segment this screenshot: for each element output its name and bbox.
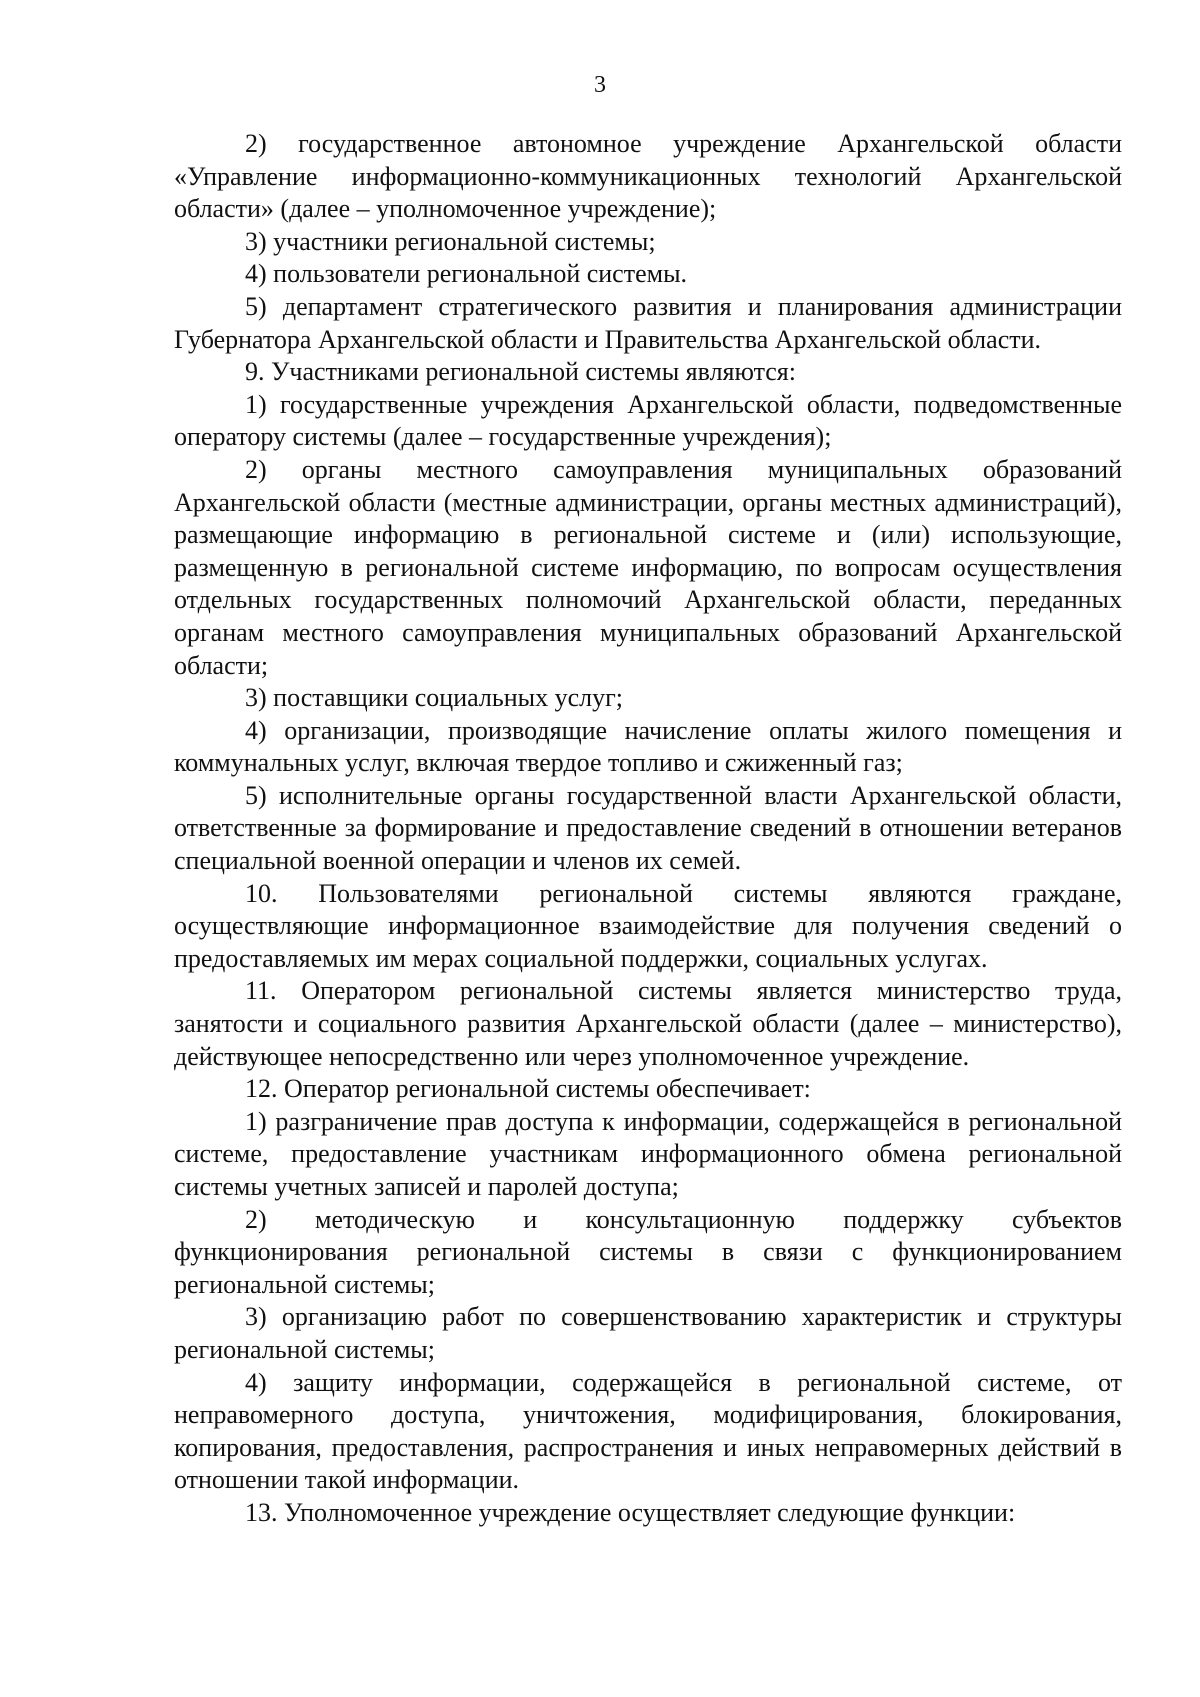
page-number: 3 (594, 72, 606, 98)
paragraph-9-item-5: 5) исполнительные органы государственной власти Архангельской области, ответственные за формирование и предоставление сведений в отношении ветеранов специальной военной операции и членов их семей. (174, 780, 1122, 876)
paragraph-item-2-autonomous-institution: 2) государственное автономное учреждение Архангельской области «Управление информационно-коммуникационных технологий Архангельской области» (далее – уполномоченное учреждение); (174, 129, 1122, 224)
paragraph-9-item-4: 4) организации, производящие начисление оплаты жилого помещения и коммунальных услуг, включая твердое топливо и сжиженный газ; (174, 715, 1122, 778)
paragraph-section-13: 13. Уполномоченное учреждение осуществляет следующие функции: (245, 1497, 1016, 1527)
paragraph-section-11: 11. Оператором региональной системы является министерство труда, занятости и социального развития Архангельской области (далее – министерство), действующее непосредственно или через уполномоченное учреждение. (174, 976, 1122, 1071)
paragraph-9-item-3: 3) поставщики социальных услуг; (245, 683, 623, 713)
paragraph-12-item-1: 1) разграничение прав доступа к информации, содержащейся в региональной системе, предоставление участникам информационного обмена региональной системы учетных записей и паролей доступа; (174, 1106, 1122, 1201)
paragraph-section-9: 9. Участниками региональной системы являются: (245, 357, 796, 387)
paragraph-item-3-participants: 3) участники региональной системы; (245, 226, 656, 256)
paragraph-item-4-users: 4) пользователи региональной системы. (245, 259, 688, 289)
paragraph-section-12: 12. Оператор региональной системы обеспечивает: (245, 1074, 811, 1104)
paragraph-9-item-1: 1) государственные учреждения Архангельской области, подведомственные оператору системы (далее – государственные учреждения); (174, 389, 1122, 452)
paragraph-12-item-2: 2) методическую и консультационную поддержку субъектов функционирования региональной системы в связи с функционированием региональной системы; (174, 1204, 1122, 1299)
paragraph-12-item-4: 4) защиту информации, содержащейся в региональной системе, от неправомерного доступа, уничтожения, модифицирования, блокирования, копирования, предоставления, распространения и иных неправомерных действий в отношении такой информации. (174, 1367, 1122, 1495)
paragraph-12-item-3: 3) организацию работ по совершенствованию характеристик и структуры региональной системы; (174, 1302, 1122, 1364)
paragraph-item-5-department: 5) департамент стратегического развития и планирования администрации Губернатора Архангельской области и Правительства Архангельской области. (174, 291, 1122, 354)
paragraph-9-item-2: 2) органы местного самоуправления муниципальных образований Архангельской области (местные администрации, органы местных администраций), размещающие информацию в региональной системе и (или) использующие, размещенную в региональной системе информацию, по вопросам осуществления отдельных государственных полномочий Архангельской области, переданных органам местного самоуправления муниципальных образований Архангельской области; (174, 454, 1122, 680)
paragraph-section-10: 10. Пользователями региональной системы являются граждане, осуществляющие информационное взаимодействие для получения сведений о предоставляемых им мерах социальной поддержки, социальных услугах. (174, 878, 1122, 973)
document-body (174, 128, 1122, 1530)
